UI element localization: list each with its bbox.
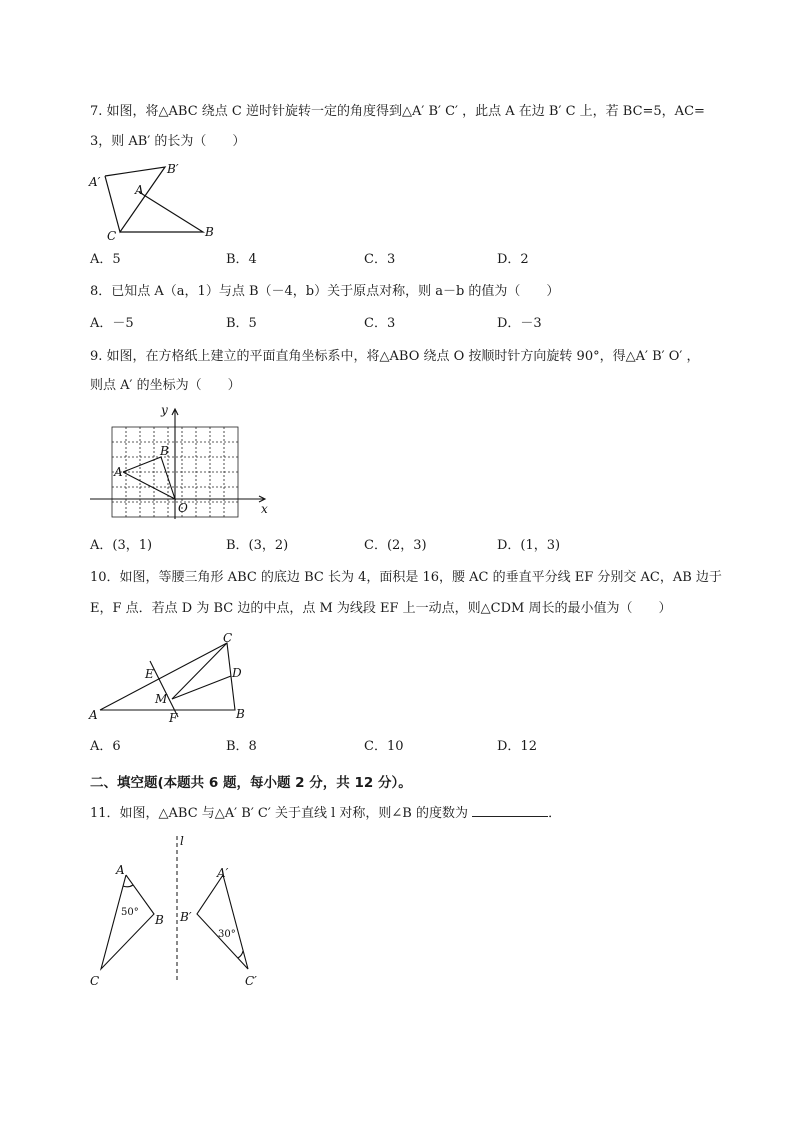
q11-label-c: C: [90, 974, 100, 988]
q9-option-d[interactable]: D．(1，3): [497, 538, 561, 553]
q8-option-b[interactable]: B．5: [226, 316, 257, 331]
q10-option-b[interactable]: B．8: [226, 739, 257, 754]
q7-label-a: A: [135, 183, 144, 197]
q9-label-a: A: [114, 465, 123, 479]
q7-figure: [85, 160, 225, 245]
q7-label-c: C: [107, 229, 117, 243]
q9-option-b[interactable]: B．(3，2): [226, 538, 289, 553]
q8-option-c[interactable]: C．3: [364, 316, 396, 331]
q7-option-d[interactable]: D．2: [497, 252, 529, 267]
q10-figure: [86, 625, 256, 725]
q8-option-a[interactable]: A．－5: [90, 316, 134, 331]
q9-figure: [86, 402, 271, 520]
q11-stem-prefix: 11．如图，△ABC 与△A′ B′ C′ 关于直线 l 对称，则∠B 的度数为: [90, 806, 468, 821]
q10-label-e: E: [145, 667, 154, 681]
q10-label-d: D: [232, 666, 242, 680]
q8-stem: 8．已知点 A（a，1）与点 B（－4，b）关于原点对称，则 a－b 的值为（ ）: [90, 284, 560, 299]
q11-label-a: A: [116, 863, 125, 877]
q11-label-b-prime: B′: [180, 910, 192, 924]
q11-label-c-prime: C′: [245, 974, 257, 988]
q7-label-b: B: [205, 225, 214, 239]
q7-stem-line2: 3，则 AB′ 的长为（ ）: [90, 134, 246, 149]
q10-option-a[interactable]: A．6: [90, 739, 121, 754]
q9-label-o: O: [178, 501, 188, 515]
q10-option-d[interactable]: D．12: [497, 739, 537, 754]
q7-option-b[interactable]: B．4: [226, 252, 257, 267]
q9-option-c[interactable]: C．(2，3): [364, 538, 427, 553]
q11-figure: [86, 830, 276, 992]
q11-label-b: B: [155, 913, 164, 927]
q9-stem-line2: 则点 A′ 的坐标为（ ）: [90, 378, 241, 393]
q9-label-b: B: [160, 444, 169, 458]
q11-angle-c-prime: 30°: [218, 929, 236, 940]
q7-option-a[interactable]: A．5: [90, 252, 121, 267]
q11-angle-a: 50°: [121, 907, 139, 918]
q10-stem-line1: 10．如图，等腰三角形 ABC 的底边 BC 长为 4，面积是 16，腰 AC 的垂直平分线 EF 分别交 AC，AB 边于: [90, 570, 722, 585]
q7-option-c[interactable]: C．3: [364, 252, 396, 267]
q7-label-b-prime: B′: [167, 162, 179, 176]
q10-option-c[interactable]: C．10: [364, 739, 404, 754]
q10-label-a: A: [89, 708, 98, 722]
q10-label-c: C: [223, 631, 233, 645]
q10-label-b: B: [236, 707, 245, 721]
q7-label-a-prime: A′: [89, 175, 101, 189]
q11-stem-suffix: ．: [548, 806, 562, 821]
q9-axis-x-label: x: [261, 502, 268, 516]
q9-axis-y-label: y: [161, 403, 168, 417]
q11-label-l: l: [180, 834, 184, 848]
q10-label-m: M: [155, 692, 168, 706]
q11-label-a-prime: A′: [217, 866, 229, 880]
q11-stem: [90, 804, 561, 822]
q10-label-f: F: [169, 711, 178, 725]
q10-stem-line2: E，F 点．若点 D 为 BC 边的中点，点 M 为线段 EF 上一动点，则△CDM 周长的最小值为（ ）: [90, 601, 672, 616]
q11-answer-blank[interactable]: [472, 804, 548, 817]
q8-option-d[interactable]: D．－3: [497, 316, 542, 331]
q7-stem-line1: 7. 如图，将△ABC 绕点 C 逆时针旋转一定的角度得到△A′ B′ C′ ，此点 A 在边 B′ C 上，若 BC=5，AC=: [90, 104, 705, 119]
q9-option-a[interactable]: A．(3，1): [90, 538, 153, 553]
section-2-title: 二、填空题(本题共 6 题，每小题 2 分，共 12 分）。: [90, 775, 412, 791]
q9-stem-line1: 9. 如图，在方格纸上建立的平面直角坐标系中，将△ABO 绕点 O 按顺时针方向旋转 90°，得△A′ B′ O′ ，: [90, 349, 700, 364]
